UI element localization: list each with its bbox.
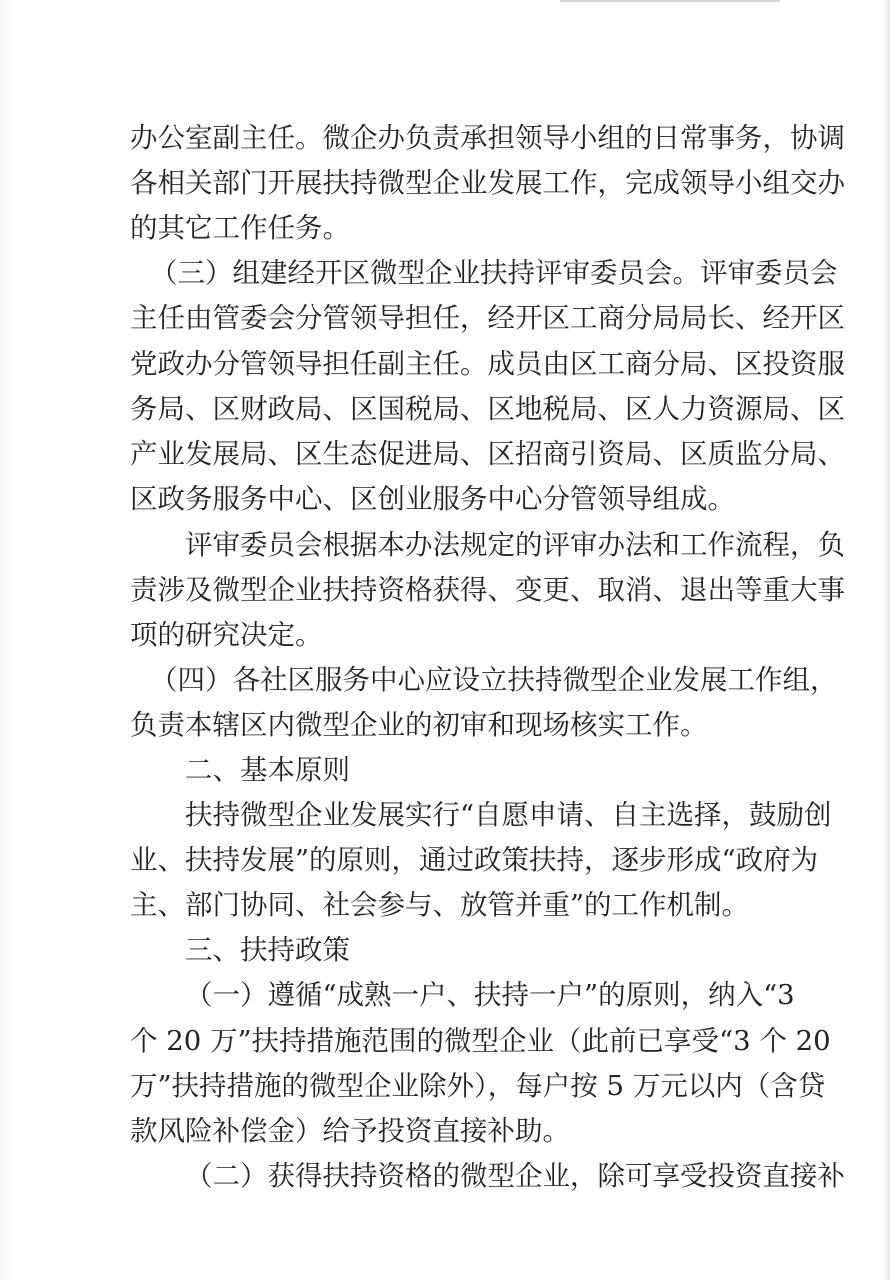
text-line: 产业发展局、区生态促进局、区招商引资局、区质监分局、 [130,438,845,470]
text-line: 办公室副主任。微企办负责承担领导小组的日常事务，协调 [130,122,845,154]
text-line: 万”扶持措施的微型企业除外），每户按 5 万元以内（含贷 [130,1070,826,1102]
text-line: 的其它工作任务。 [130,212,350,244]
section-heading-3: （三）组建经开区微型企业扶持评审委员会。评审委员会 [150,257,838,289]
text-line: 主任由管委会分管领导担任，经开区工商分局局长、经开区 [130,302,845,334]
text-line: 个 20 万”扶持措施范围的微型企业（此前已享受“3 个 20 [130,1025,831,1057]
text-line: 责涉及微型企业扶持资格获得、变更、取消、退出等重大事 [130,574,845,606]
text-line: 主、部门协同、社会参与、放管并重”的工作机制。 [130,889,750,921]
paragraph-start: 扶持微型企业发展实行“自愿申请、自主选择，鼓励创 [185,799,832,831]
text-line: 款风险补偿金）给予投资直接补助。 [130,1115,570,1147]
text-line: 务局、区财政局、区国税局、区地税局、区人力资源局、区 [130,393,845,425]
text-line: 项的研究决定。 [130,619,323,651]
text-line: 业、扶持发展”的原则，通过政策扶持，逐步形成“政府为 [130,844,819,876]
scan-top-mark [560,0,780,2]
chapter-heading-3: 三、扶持政策 [185,934,350,966]
text-line: 区政务服务中心、区创业服务中心分管领导组成。 [130,483,735,515]
chapter-heading-2: 二、基本原则 [185,754,350,786]
text-line: 各相关部门开展扶持微型企业发展工作，完成领导小组交办 [130,167,845,199]
section-heading-2: （二）获得扶持资格的微型企业，除可享受投资直接补 [185,1160,845,1192]
section-heading-4: （四）各社区服务中心应设立扶持微型企业发展工作组， [150,664,838,696]
text-line: 负责本辖区内微型企业的初审和现场核实工作。 [130,709,708,741]
section-heading-1: （一）遵循“成熟一户、扶持一户”的原则，纳入“3 [185,979,795,1011]
paragraph-start: 评审委员会根据本办法规定的评审办法和工作流程，负 [185,529,845,561]
text-line: 党政办分管领导担任副主任。成员由区工商分局、区投资服 [130,348,845,380]
